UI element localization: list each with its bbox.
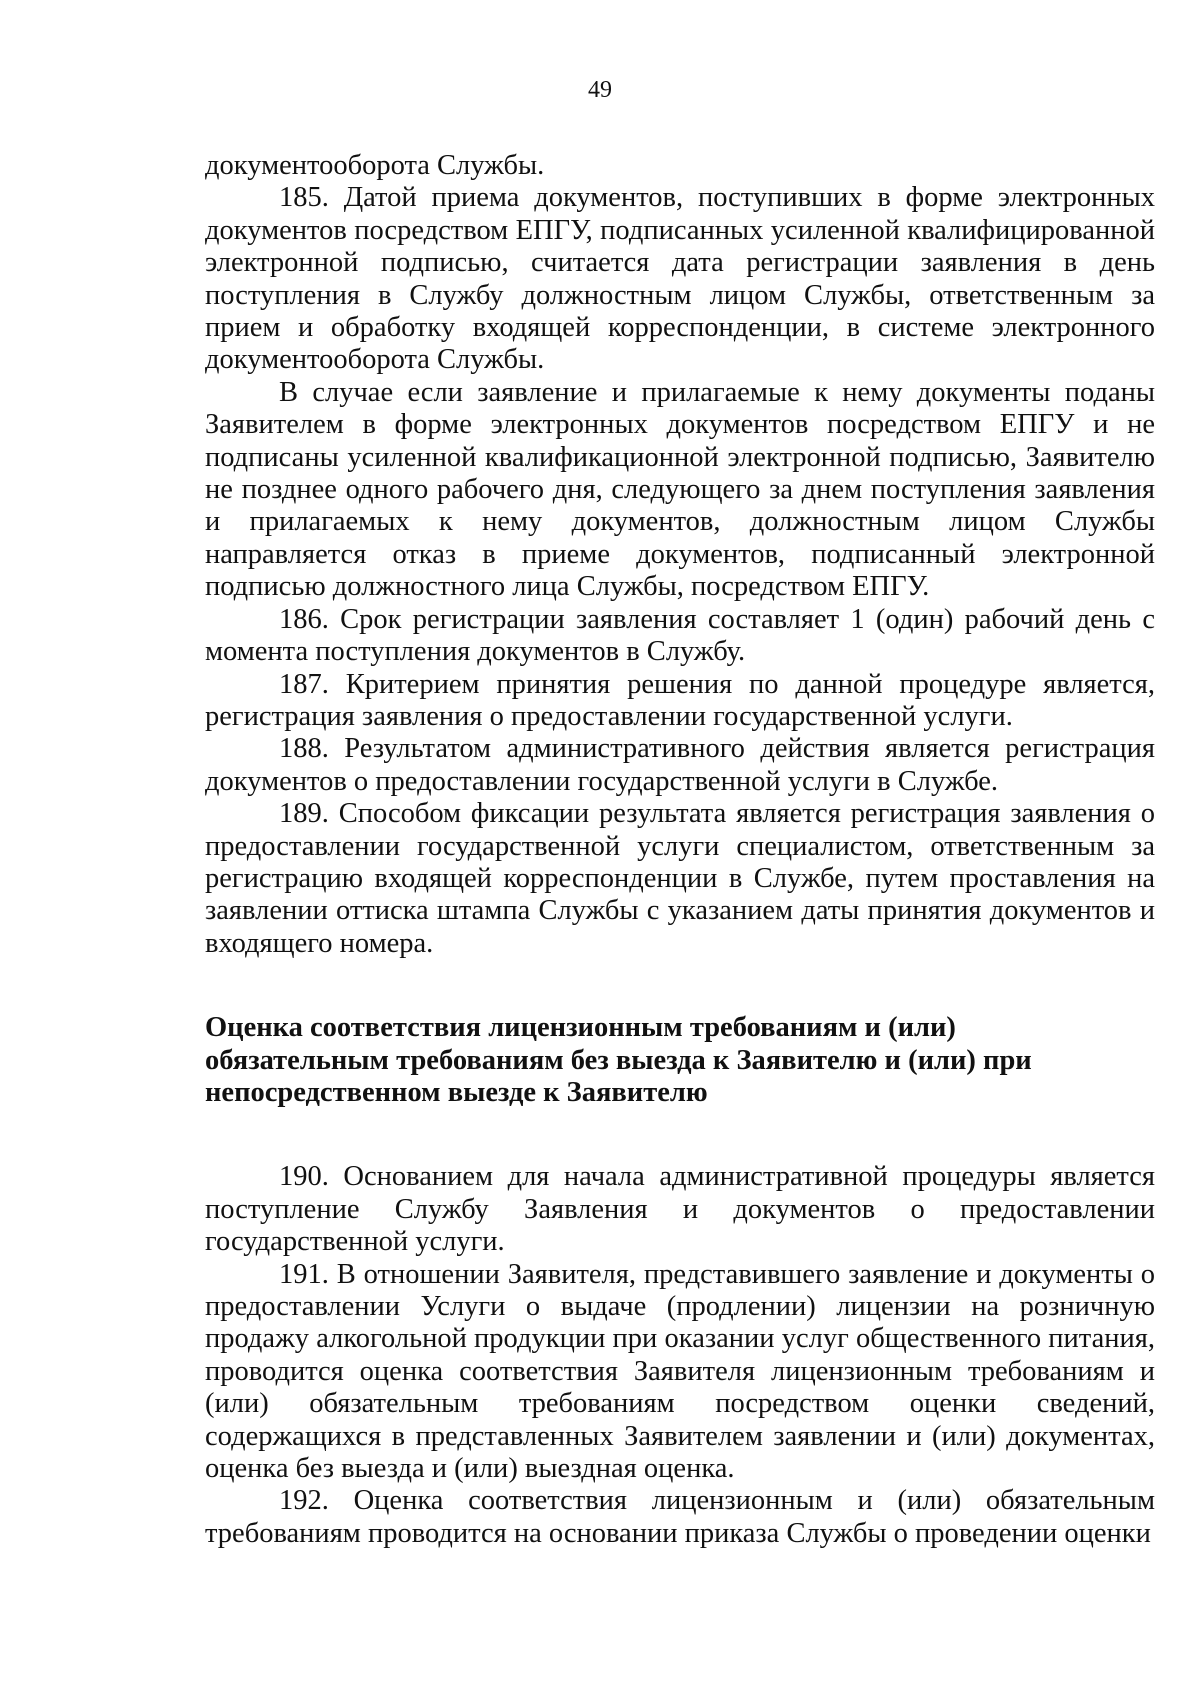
section-heading-line-1: Оценка соответствия лицензионным требованиям и (или): [205, 1012, 956, 1044]
paragraph-189: 189. Способом фиксации результата является регистрация заявления о предоставлении государственной услуги специалистом, ответственным за регистрацию входящей корреспонденции в Службе, путем проставления на заявлении оттиска штампа Службы с указанием даты принятия документов и входящего номера.: [205, 798, 1155, 959]
section-heading-line-3: непосредственном выезде к Заявителю: [205, 1076, 708, 1108]
document-body: [205, 150, 1155, 1550]
paragraph-188: 188. Результатом административного действия является регистрация документов о предоставлении государственной услуги в Службе.: [205, 733, 1155, 797]
spacer: [205, 1109, 1155, 1161]
paragraph-continuation: документооборота Службы.: [205, 150, 545, 181]
paragraph-185: 185. Датой приема документов, поступивших в форме электронных документов посредством ЕПГУ, подписанных усиленной квалифицированной электронной подписью, считается дата регистрации заявления в день поступления в Службу должностным лицом Службы, ответственным за прием и обработку входящей корреспонденции, в системе электронного документооборота Службы.: [205, 182, 1155, 376]
paragraph-185-case: В случае если заявление и прилагаемые к нему документы поданы Заявителем в форме электронных документов посредством ЕПГУ и не подписаны усиленной квалификационной электронной подписью, Заявителю не позднее одного рабочего дня, следующего за днем поступления заявления и прилагаемых к нему документов, должностным лицом Службы направляется отказ в приеме документов, подписанный электронной подписью должностного лица Службы, посредством ЕПГУ.: [205, 376, 1155, 603]
paragraph-190: 190. Основанием для начала административной процедуры является поступление Службу Заявления и документов о предоставлении государственной услуги.: [205, 1161, 1155, 1258]
paragraph-192: 192. Оценка соответствия лицензионным и (или) обязательным требованиям проводится на основании приказа Службы о проведении оценки: [205, 1485, 1155, 1549]
section-heading: [205, 1012, 1155, 1109]
paragraph-187: 187. Критерием принятия решения по данной процедуре является, регистрация заявления о предоставлении государственной услуги.: [205, 668, 1155, 732]
section-heading-line-2: обязательным требованиям без выезда к Заявителю и (или) при: [205, 1044, 1032, 1076]
spacer: [205, 960, 1155, 1012]
paragraph-186: 186. Срок регистрации заявления составляет 1 (один) рабочий день с момента поступления документов в Службу.: [205, 603, 1155, 668]
paragraph-191: 191. В отношении Заявителя, представившего заявление и документы о предоставлении Услуги о выдаче (продлении) лицензии на розничную продажу алкогольной продукции при оказании услуг общественного питания, проводится оценка соответствия Заявителя лицензионным требованиям и (или) обязательным требованиям посредством оценки сведений, содержащихся в представленных Заявителем заявлении и (или) документах, оценка без выезда и (или) выездная оценка.: [205, 1258, 1155, 1485]
page-number: 49: [588, 77, 612, 103]
